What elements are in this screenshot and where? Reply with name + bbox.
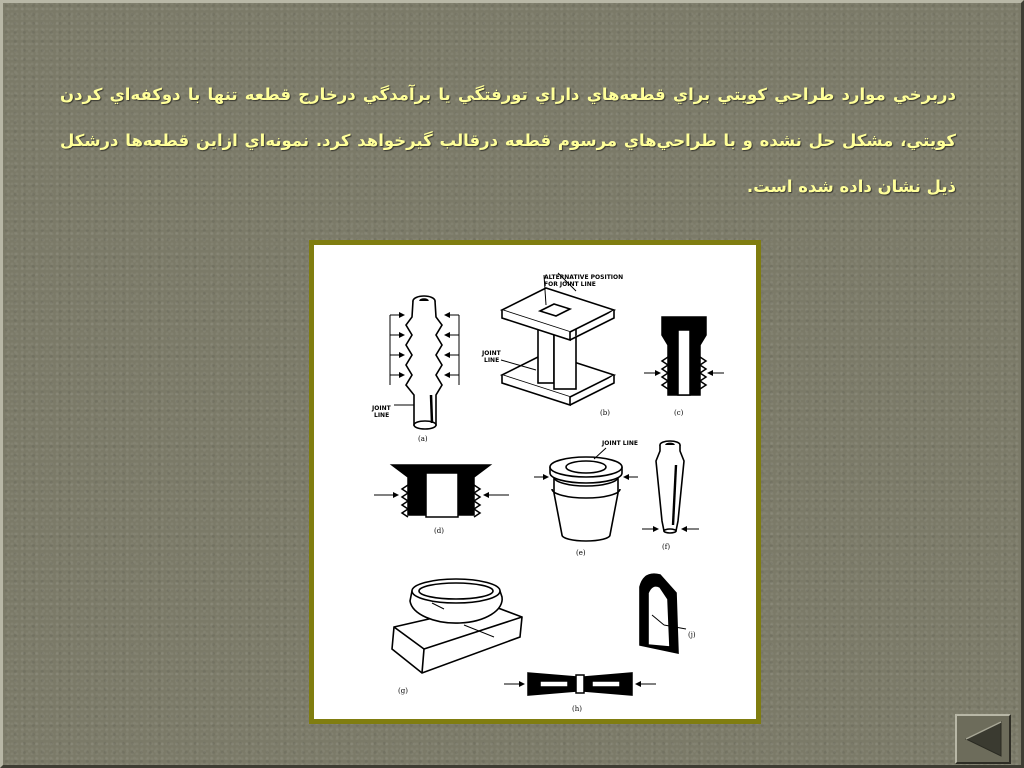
undercut-parts-figure <box>314 245 756 719</box>
part-b-flanged-box <box>501 273 614 405</box>
caption-j: (j) <box>688 631 696 639</box>
caption-b: (b) <box>600 409 610 417</box>
label-b-joint: JOINT <box>482 350 501 357</box>
triangle-left-icon <box>957 716 1009 762</box>
label-b-alternative-position: ALTERNATIVE POSITION <box>544 274 624 281</box>
figure-frame <box>309 240 761 724</box>
part-e-flanged-cup <box>534 448 638 541</box>
label-b-line: LINE <box>484 357 500 364</box>
part-d-threaded-sleeve <box>374 465 509 517</box>
previous-slide-button[interactable] <box>955 714 1011 764</box>
slide-paragraph: دربرخي موارد طراحي كويتي براي قطعه‌هاي داراي تورفتگي يا برآمدگي درخارج قطعه تنها با دوكفه‌اي كردن كويتي، مشكل حل نشده و با طراحي‌هاي مرسوم قطعه درقالب گيرخواهد كرد. نمونه‌اي ازاين قطعه‌ها درشكل ذيل نشان داده شده است. <box>60 85 956 196</box>
caption-f: (f) <box>662 543 671 551</box>
part-a-ribbed-tube <box>390 296 459 429</box>
label-e-joint-line: JOINT LINE <box>602 440 638 447</box>
caption-h: (h) <box>572 705 582 713</box>
part-j-iron <box>640 574 686 653</box>
part-g-bowl-block <box>392 579 522 673</box>
part-f-tapered-rod <box>642 441 699 533</box>
caption-d: (d) <box>434 527 444 535</box>
label-b-for-joint-line: FOR JOINT LINE <box>544 281 596 288</box>
label-a-joint: JOINT <box>372 405 391 412</box>
part-c-threaded-cap <box>644 317 724 395</box>
caption-g: (g) <box>398 687 408 695</box>
label-a-line: LINE <box>374 412 390 419</box>
caption-a: (a) <box>418 435 428 443</box>
caption-e: (e) <box>576 549 586 557</box>
caption-c: (c) <box>674 409 684 417</box>
part-h-grooved-disk <box>504 673 656 695</box>
